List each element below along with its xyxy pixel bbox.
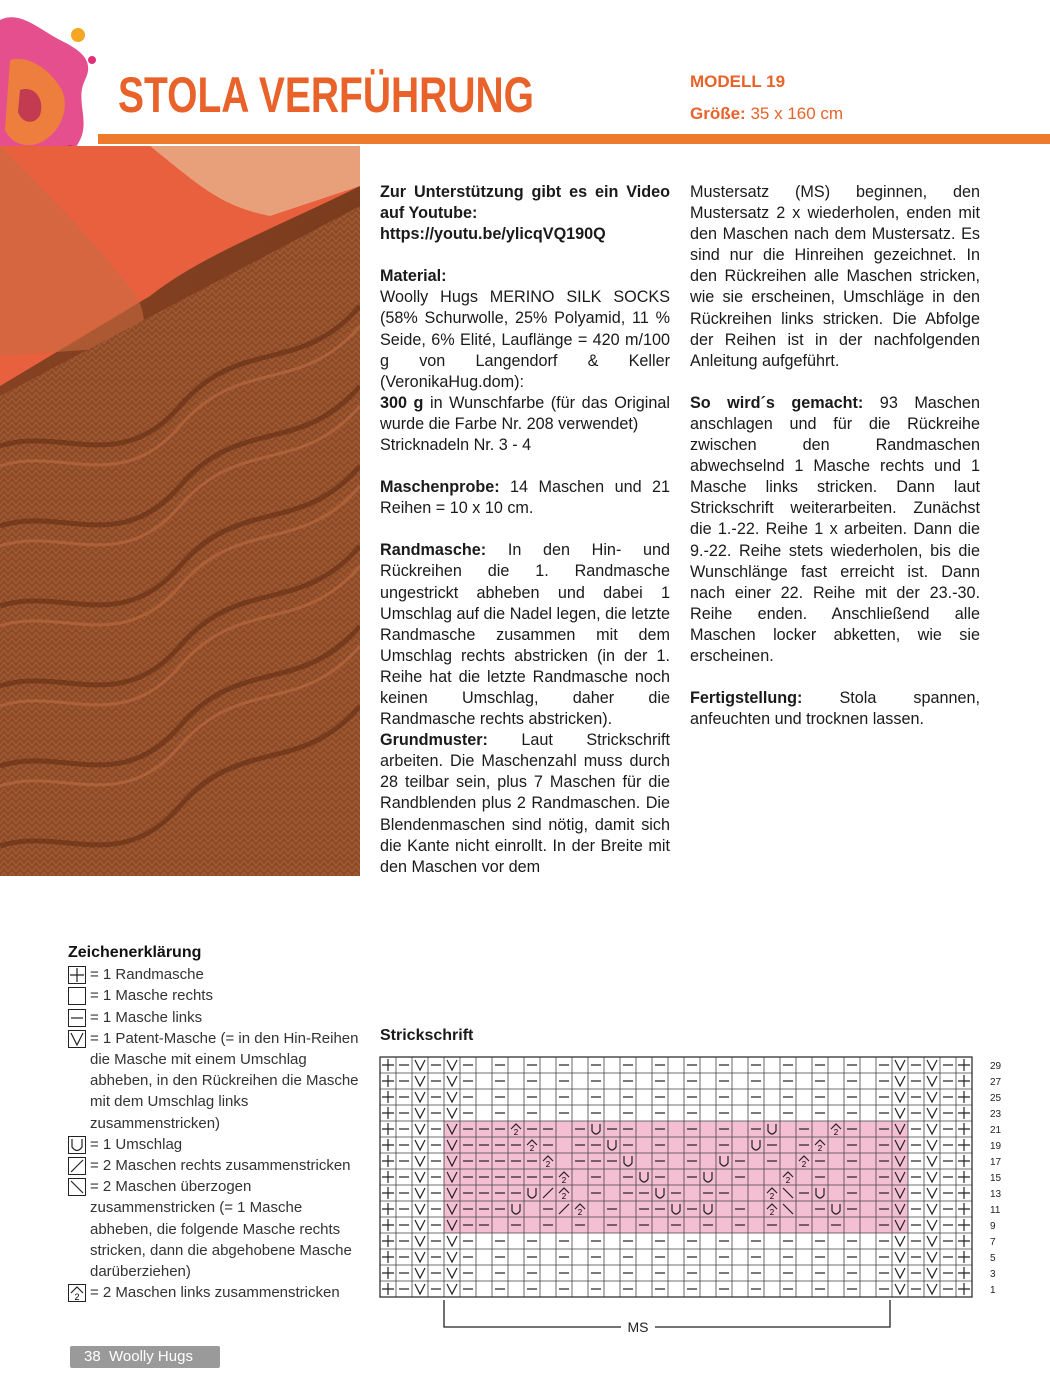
- chart-symbol-v: [447, 1236, 457, 1246]
- legend-item: [68, 1282, 368, 1303]
- chart-row-number: 9: [990, 1221, 996, 1232]
- instructions-column-2: [690, 182, 980, 751]
- chart-symbol-v: [415, 1108, 425, 1118]
- svg-text:2: 2: [785, 1176, 791, 1185]
- chart-symbol-plus: [958, 1203, 970, 1215]
- svg-text:2: 2: [833, 1128, 839, 1137]
- legend-item: [68, 964, 368, 985]
- page-number: 38: [84, 1348, 101, 1365]
- legend-heading: Zeichenerklärung: [68, 944, 202, 961]
- chart-symbol-plus: [382, 1203, 394, 1215]
- yarn-over-symbol-icon: [68, 1136, 86, 1154]
- chart-symbol-v: [415, 1156, 425, 1166]
- chart-symbol-plus: [958, 1171, 970, 1183]
- chart-symbol-v: [447, 1108, 457, 1118]
- chart-symbol-v: [415, 1220, 425, 1230]
- chart-symbol-v: [927, 1140, 937, 1150]
- chart-row-number: 17: [990, 1157, 1002, 1168]
- chart-row-number: 1: [990, 1285, 996, 1296]
- chart-symbol-v: [927, 1188, 937, 1198]
- chart-symbol-v: [415, 1060, 425, 1070]
- chart-symbol-v: [447, 1252, 457, 1262]
- chart-row-number: 3: [990, 1269, 996, 1280]
- finishing-text: Stola spannen, anfeuchten und trocknen lassen.: [690, 689, 980, 729]
- size-value: 35 x 160 cm: [750, 104, 844, 123]
- gauge-text: 14 Maschen und 21 Reihen = 10 x 10 cm.: [380, 478, 670, 518]
- chart-symbol-v: [447, 1076, 457, 1086]
- chart-row-number: 13: [990, 1189, 1002, 1200]
- chart-symbol-v: [447, 1092, 457, 1102]
- legend-item-text: = 2 Maschen rechts zusammenstricken: [90, 1157, 351, 1175]
- chart-symbol-v: [927, 1092, 937, 1102]
- chart-row-number: 23: [990, 1109, 1002, 1120]
- chart-symbol-plus: [382, 1107, 394, 1119]
- chart-row-number: 11: [990, 1205, 1001, 1216]
- chart-symbol-v: [927, 1060, 937, 1070]
- finishing-heading: Fertigstellung:: [690, 689, 803, 708]
- chart-symbol-v: [415, 1252, 425, 1262]
- chart-symbol-plus: [382, 1267, 394, 1279]
- page-footer: [70, 1346, 220, 1368]
- chart-row-number: 27: [990, 1077, 1002, 1088]
- chart-symbol-plus: [382, 1059, 394, 1071]
- chart-symbol-plus: [382, 1283, 394, 1295]
- chart-symbol-plus: [958, 1155, 970, 1167]
- chart-symbol-v: [927, 1236, 937, 1246]
- chart-symbol-v: [927, 1220, 937, 1230]
- chart-symbol-v: [927, 1172, 937, 1182]
- instructions-column-1: [380, 182, 670, 878]
- chart-symbol-v: [447, 1284, 457, 1294]
- legend-item-text: = 1 Masche links: [90, 1008, 203, 1026]
- chart-symbol-v: [895, 1108, 905, 1118]
- svg-text:2: 2: [769, 1208, 775, 1217]
- chart-symbol-plus: [958, 1139, 970, 1151]
- chart-symbol-v: [927, 1156, 937, 1166]
- chart-symbol-plus: [958, 1187, 970, 1199]
- knitting-chart: [379, 1056, 973, 1298]
- chart-symbol-v: [927, 1284, 937, 1294]
- legend-item: [68, 1155, 368, 1176]
- video-link[interactable]: https://youtu.be/ylicqVQ190Q: [380, 225, 606, 244]
- svg-text:2: 2: [577, 1208, 583, 1217]
- needle-size: Stricknadeln Nr. 3 - 4: [380, 436, 532, 455]
- legend-item-text: = 1 Patent-Masche (= in den Hin-Reihen die Masche mit einem Umschlag abheben, in den Rückreihen die Masche mit dem Umschlag links zusammenstricken): [90, 1029, 359, 1132]
- chart-symbol-plus: [382, 1235, 394, 1247]
- yarn-amount: 300 g: [380, 393, 424, 412]
- chart-symbol-plus: [958, 1123, 970, 1135]
- chart-symbol-v: [895, 1236, 905, 1246]
- chart-symbol-v: [895, 1076, 905, 1086]
- chart-symbol-v: [415, 1172, 425, 1182]
- svg-text:2: 2: [561, 1176, 567, 1185]
- pattern-repeat-bracket: [443, 1300, 891, 1334]
- chart-symbol-v: [415, 1284, 425, 1294]
- chart-symbol-v: [415, 1268, 425, 1278]
- chart-symbol-v: [415, 1140, 425, 1150]
- chart-row-number: 29: [990, 1061, 1002, 1072]
- p2tog-symbol-icon: [68, 1284, 86, 1302]
- pattern-text: Laut Strickschrift arbeiten. Die Maschenzahl muss durch 28 teilbar sein, plus 7 Maschen für die Randblenden plus 2 Randmaschen. Die Blendenmaschen sind nötig, damit sich die Kante nicht einrollt. In der Breite mit den Maschen vor dem: [380, 731, 670, 876]
- chart-symbol-plus: [958, 1075, 970, 1087]
- patent-stitch-symbol-icon: [68, 1030, 86, 1048]
- material-heading: Material:: [380, 267, 447, 286]
- legend-item-text: = 1 Umschlag: [90, 1135, 183, 1153]
- chart-symbol-v: [895, 1252, 905, 1262]
- chart-symbol-plus: [382, 1171, 394, 1183]
- svg-text:2: 2: [561, 1192, 567, 1201]
- footer-brand: Woolly Hugs: [109, 1348, 193, 1365]
- svg-text:2: 2: [74, 1292, 80, 1303]
- model-number: MODELL 19: [690, 72, 786, 91]
- svg-text:2: 2: [529, 1144, 535, 1153]
- chart-symbol-v: [927, 1124, 937, 1134]
- k2tog-symbol-icon: [68, 1157, 86, 1175]
- chart-symbol-plus: [382, 1123, 394, 1135]
- svg-text:2: 2: [801, 1160, 807, 1169]
- chart-symbol-v: [927, 1252, 937, 1262]
- page-title: STOLA VERFÜHRUNG: [118, 67, 535, 123]
- edge-stitch-symbol-icon: [68, 966, 86, 984]
- legend-item: [68, 1028, 368, 1134]
- pattern-heading: Grundmuster:: [380, 731, 488, 750]
- chart-row-number: 15: [990, 1173, 1002, 1184]
- chart-symbol-plus: [958, 1235, 970, 1247]
- gauge-heading: Maschenprobe:: [380, 478, 500, 497]
- edge-stitch-heading: Randmasche:: [380, 541, 487, 560]
- chart-symbol-plus: [382, 1139, 394, 1151]
- header-divider: [98, 134, 1050, 144]
- chart-symbol-plus: [958, 1091, 970, 1103]
- svg-text:2: 2: [545, 1160, 551, 1169]
- chart-symbol-v: [895, 1092, 905, 1102]
- legend-item-text: = 2 Maschen links zusammenstricken: [90, 1284, 340, 1302]
- symbol-legend: [68, 942, 368, 1303]
- chart-symbol-v: [415, 1076, 425, 1086]
- chart-symbol-v: [895, 1268, 905, 1278]
- chart-row-number: 25: [990, 1093, 1002, 1104]
- chart-symbol-v: [927, 1204, 937, 1214]
- legend-item-text: = 2 Maschen überzogen zusammenstricken (= 1 Masche abheben, die folgende Masche rechts stricken, dann die abgehobene Masche darüberziehen): [90, 1178, 352, 1281]
- chart-row-number: 7: [990, 1237, 996, 1248]
- legend-item-text: = 1 Masche rechts: [90, 987, 213, 1005]
- material-text: Woolly Hugs MERINO SILK SOCKS (58% Schurwolle, 25% Polyamid, 11 % Seide, 6% Elité, Lauflänge = 420 m/100 g von Langendorf & Keller (VeronikaHug.dom):: [380, 288, 670, 391]
- chart-row-number: 5: [990, 1253, 996, 1264]
- chart-symbol-plus: [382, 1251, 394, 1263]
- chart-symbol-plus: [958, 1251, 970, 1263]
- howto-text: 93 Maschen anschlagen und für die Rückreihe zwischen den Randmaschen abwechselnd 1 Masche rechts und 1 Masche links stricken. Dann laut Strickschrift weiterarbeiten. Zunächst die 1.-22. Reihe 1 x arbeiten. Dann die 9.-22. Reihe stets wiederholen, bis die Wunschlänge fast erreicht ist. Dann nach einer 22. Reihe mit der 23.-30. Reihe enden. Anschließend alle Maschen locker abketten, wie sie erscheinen.: [690, 393, 980, 665]
- video-text: Zur Unterstützung gibt es ein Video auf Youtube:: [380, 183, 670, 223]
- howto-heading: So wird´s gemacht:: [690, 393, 864, 412]
- chart-symbol-v: [927, 1076, 937, 1086]
- chart-symbol-plus: [958, 1219, 970, 1231]
- chart-title: Strickschrift: [380, 1027, 474, 1044]
- chart-symbol-v: [415, 1236, 425, 1246]
- chart-symbol-v: [927, 1108, 937, 1118]
- edge-stitch-text: In den Hin- und Rückreihen die 1. Randmasche ungestrickt abheben und dabei 1 Umschlag auf die Nadel legen, die letzte Randmasche zusammen mit dem Umschlag rechts abstricken (in der 1. Reihe hat die letzte Randmasche noch keinen Umschlag, daher die Randmasche rechts abstricken).: [380, 541, 670, 729]
- chart-symbol-plus: [958, 1107, 970, 1119]
- chart-symbol-plus: [382, 1155, 394, 1167]
- knit-stitch-symbol-icon: [68, 987, 86, 1005]
- knitted-stole-photo: [0, 146, 360, 876]
- pattern-continued-text: Mustersatz (MS) beginnen, den Mustersatz 2 x wiederholen, enden mit den Maschen nach dem Mustersatz. Es sind nur die Hinreihen gezeichnet. In den Rückreihen alle Maschen stricken, wie sie erscheinen, Umschläge in den Rückreihen links stricken. Die Abfolge der Reihen ist in der nachfolgenden Anleitung aufgeführt.: [690, 183, 980, 370]
- svg-text:2: 2: [769, 1192, 775, 1201]
- ms-label: MS: [627, 1319, 649, 1334]
- chart-symbol-v: [415, 1124, 425, 1134]
- chart-symbol-plus: [958, 1283, 970, 1295]
- chart-symbol-v: [447, 1268, 457, 1278]
- legend-item: [68, 985, 368, 1006]
- chart-symbol-v: [415, 1092, 425, 1102]
- svg-text:2: 2: [817, 1144, 823, 1153]
- size-info: [690, 104, 843, 124]
- purl-stitch-symbol-icon: [68, 1009, 86, 1027]
- ssk-symbol-icon: [68, 1178, 86, 1196]
- chart-symbol-plus: [382, 1075, 394, 1087]
- yarn-amount-text: in Wunschfarbe (für das Original wurde die Farbe Nr. 208 verwendet): [380, 393, 670, 433]
- chart-symbol-plus: [958, 1059, 970, 1071]
- chart-symbol-plus: [382, 1187, 394, 1199]
- chart-symbol-v: [895, 1284, 905, 1294]
- chart-symbol-v: [927, 1268, 937, 1278]
- size-label: Größe:: [690, 104, 746, 123]
- legend-item: [68, 1176, 368, 1282]
- legend-item: [68, 1007, 368, 1028]
- legend-item-text: = 1 Randmasche: [90, 966, 204, 984]
- chart-row-number: 19: [990, 1141, 1002, 1152]
- svg-text:2: 2: [513, 1128, 519, 1137]
- chart-symbol-v: [447, 1060, 457, 1070]
- chart-symbol-plus: [958, 1267, 970, 1279]
- chart-symbol-v: [415, 1188, 425, 1198]
- chart-row-number: 21: [990, 1125, 1002, 1136]
- chart-symbol-plus: [382, 1219, 394, 1231]
- legend-item: [68, 1134, 368, 1155]
- chart-symbol-v: [415, 1204, 425, 1214]
- chart-symbol-plus: [382, 1091, 394, 1103]
- chart-symbol-v: [895, 1060, 905, 1070]
